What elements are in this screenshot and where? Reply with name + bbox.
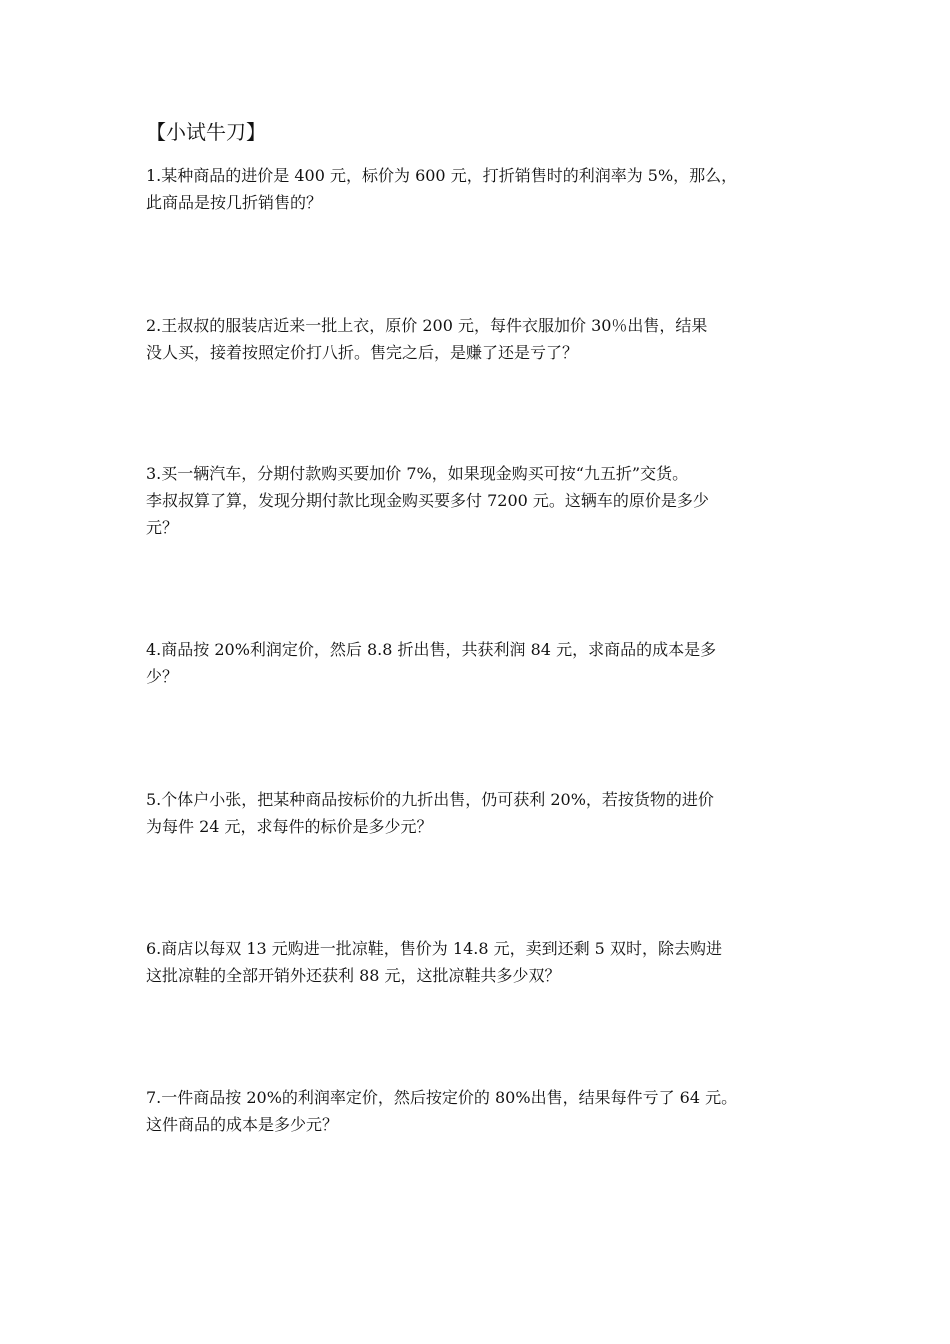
question-2 bbox=[146, 312, 814, 366]
question-4 bbox=[146, 636, 814, 690]
question-3-line-2: 李叔叔算了算，发现分期付款比现金购买要多付 7200 元。这辆车的原价是多少 bbox=[146, 491, 709, 510]
question-1-line-2: 此商品是按几折销售的？ bbox=[146, 193, 323, 212]
question-6 bbox=[146, 935, 814, 989]
question-2-line-1: 2.王叔叔的服装店近来一批上衣，原价 200 元，每件衣服加价 30％出售，结果 bbox=[146, 316, 708, 335]
question-3 bbox=[146, 460, 814, 541]
question-5 bbox=[146, 786, 814, 840]
question-7 bbox=[146, 1084, 814, 1138]
question-7-line-2: 这件商品的成本是多少元？ bbox=[146, 1115, 339, 1134]
question-7-line-1: 7.一件商品按 20%的利润率定价，然后按定价的 80%出售，结果每件亏了 64 元。 bbox=[146, 1088, 738, 1107]
question-1-line-1: 1.某种商品的进价是 400 元，标价为 600 元，打折销售时的利润率为 5%，那么， bbox=[146, 166, 738, 185]
question-6-line-2: 这批凉鞋的全部开销外还获利 88 元，这批凉鞋共多少双？ bbox=[146, 966, 561, 985]
question-3-line-3: 元？ bbox=[146, 518, 179, 537]
question-4-line-1: 4.商品按 20%利润定价，然后 8.8 折出售，共获利润 84 元，求商品的成本是多 bbox=[146, 640, 717, 659]
question-1 bbox=[146, 162, 814, 216]
section-title: 【小试牛刀】 bbox=[146, 120, 266, 144]
question-4-line-2: 少？ bbox=[146, 667, 179, 686]
question-3-line-1: 3.买一辆汽车，分期付款购买要加价 7%，如果现金购买可按“九五折”交货。 bbox=[146, 464, 689, 483]
question-5-line-1: 5.个体户小张，把某种商品按标价的九折出售，仍可获利 20%，若按货物的进价 bbox=[146, 790, 714, 809]
question-5-line-2: 为每件 24 元，求每件的标价是多少元？ bbox=[146, 817, 433, 836]
question-6-line-1: 6.商店以每双 13 元购进一批凉鞋，售价为 14.8 元，卖到还剩 5 双时，除去购进 bbox=[146, 939, 722, 958]
question-2-line-2: 没人买，接着按照定价打八折。售完之后，是赚了还是亏了？ bbox=[146, 343, 579, 362]
